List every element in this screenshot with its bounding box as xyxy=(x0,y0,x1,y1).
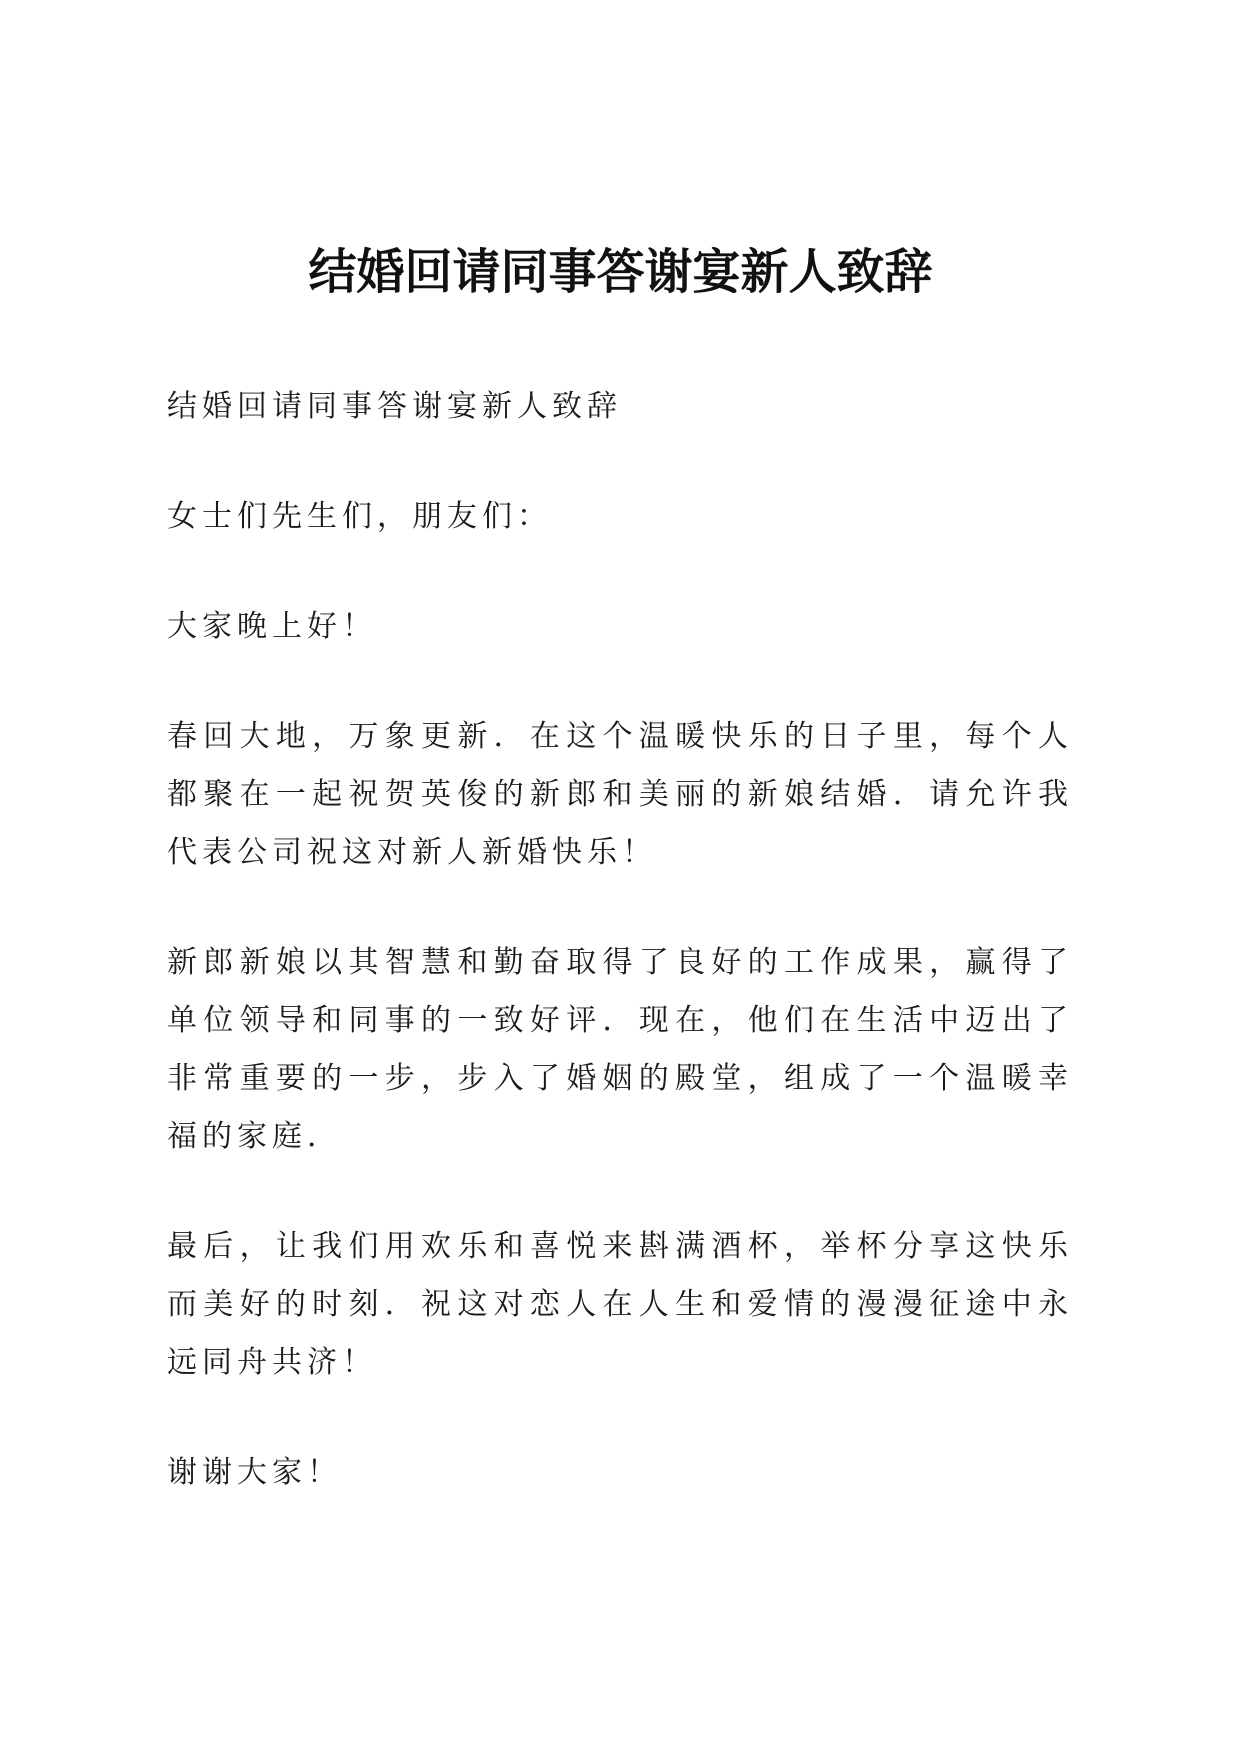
paragraph-subtitle: 结婚回请同事答谢宴新人致辞 xyxy=(167,389,622,424)
document-title: 结婚回请同事答谢宴新人致辞 xyxy=(308,244,933,300)
paragraph-body-1: 春回大地，万象更新．在这个温暖快乐的日子里，每个人都聚在一起祝贺英俊的新郎和美丽的新娘结婚．请允许我代表公司祝这对新人新婚快乐！ xyxy=(167,719,1073,870)
paragraph-closing: 谢谢大家！ xyxy=(167,1455,342,1490)
document-body xyxy=(167,378,1073,1554)
paragraph-salutation: 女士们先生们，朋友们： xyxy=(167,499,552,534)
paragraph-body-3: 最后，让我们用欢乐和喜悦来斟满酒杯，举杯分享这快乐而美好的时刻．祝这对恋人在人生和爱情的漫漫征途中永远同舟共济！ xyxy=(167,1229,1073,1380)
paragraph-body-2: 新郎新娘以其智慧和勤奋取得了良好的工作成果，赢得了单位领导和同事的一致好评．现在，他们在生活中迈出了非常重要的一步，步入了婚姻的殿堂，组成了一个温暖幸福的家庭． xyxy=(167,945,1073,1154)
paragraph-greeting: 大家晚上好！ xyxy=(167,609,377,644)
